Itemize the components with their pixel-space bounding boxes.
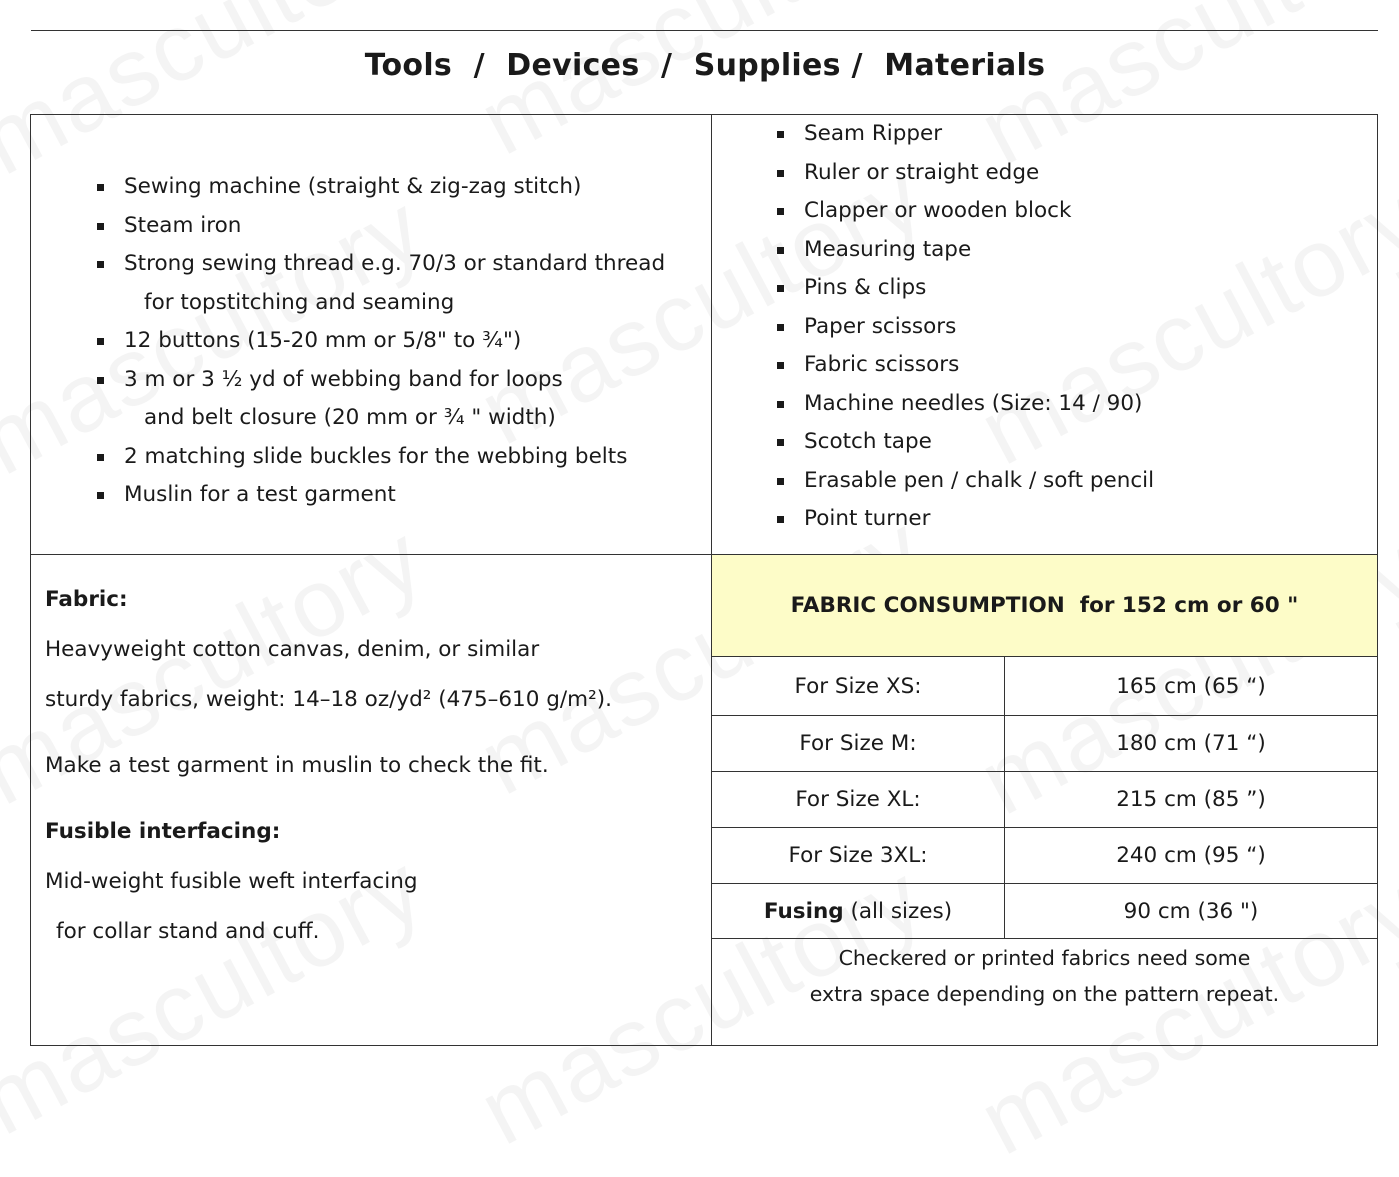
list-item: Fabric scissors — [774, 346, 1154, 385]
list-item: Clapper or wooden block — [774, 192, 1154, 231]
list-item: Steam iron — [94, 207, 665, 246]
list-item: Scotch tape — [774, 423, 1154, 462]
table-row-fusing — [712, 884, 1377, 939]
tools-list-left — [94, 168, 665, 515]
test-garment-note: Make a test garment in muslin to check the fit. — [45, 753, 549, 778]
fabric-amount: 215 cm (85 ”) — [1116, 787, 1266, 812]
fabric-heading: Fabric: — [45, 587, 128, 612]
list-item: Measuring tape — [774, 231, 1154, 270]
size-label: For Size XS: — [712, 657, 1005, 715]
table-row — [712, 772, 1377, 828]
top-divider — [31, 30, 1378, 31]
list-item: Seam Ripper — [774, 115, 1154, 154]
table-row — [712, 716, 1377, 772]
list-item: 2 matching slide buckles for the webbing belts — [94, 438, 665, 477]
list-item-continuation: for topstitching and seaming — [144, 289, 455, 315]
size-label: For Size XL: — [712, 772, 1005, 827]
fabric-description: Heavyweight cotton canvas, denim, or similar — [45, 637, 540, 662]
list-item: 3 m or 3 ½ yd of webbing band for loops — [94, 361, 665, 400]
interfacing-usage: for collar stand and cuff. — [56, 919, 320, 944]
list-item: Point turner — [774, 500, 1154, 539]
list-item: Pins & clips — [774, 269, 1154, 308]
materials-grid — [30, 114, 1378, 1046]
interfacing-description: Mid-weight fusible weft interfacing — [45, 869, 418, 894]
list-item: Paper scissors — [774, 308, 1154, 347]
list-item: Muslin for a test garment — [94, 476, 665, 515]
pattern-repeat-note: Checkered or printed fabrics need some extra space depending on the pattern repeat. — [809, 946, 1280, 1006]
table-row — [712, 828, 1377, 884]
fabric-consumption-table — [712, 555, 1377, 1045]
list-item: Machine needles (Size: 14 / 90) — [774, 385, 1154, 424]
list-item: Ruler or straight edge — [774, 154, 1154, 193]
fabric-weight: sturdy fabrics, weight: 14–18 oz/yd² (475–610 g/m²). — [45, 687, 612, 712]
list-item-continuation: and belt closure (20 mm or ¾ " width) — [144, 405, 556, 430]
fusing-amount: 90 cm (36 ") — [1123, 898, 1259, 924]
consumption-header: FABRIC CONSUMPTION for 152 cm or 60 " — [712, 555, 1377, 657]
fabric-amount: 165 cm (65 “) — [1116, 673, 1266, 699]
size-label: For Size M: — [712, 716, 1005, 771]
tools-list-right — [774, 115, 1154, 539]
list-item: 12 buttons (15-20 mm or 5/8" to ¾") — [94, 322, 665, 361]
list-item: Sewing machine (straight & zig-zag stitch) — [94, 168, 665, 207]
fusing-label: Fusing (all sizes) — [712, 884, 1005, 938]
list-item: Strong sewing thread e.g. 70/3 or standard thread — [94, 245, 665, 284]
table-row — [712, 657, 1377, 716]
fabric-amount: 180 cm (71 “) — [1116, 731, 1266, 756]
size-label: For Size 3XL: — [712, 828, 1005, 883]
interfacing-heading: Fusible interfacing: — [45, 819, 281, 844]
list-item: Erasable pen / chalk / soft pencil — [774, 462, 1154, 501]
fabric-amount: 240 cm (95 “) — [1116, 843, 1266, 868]
page-title: Tools / Devices / Supplies / Materials — [364, 48, 1046, 83]
